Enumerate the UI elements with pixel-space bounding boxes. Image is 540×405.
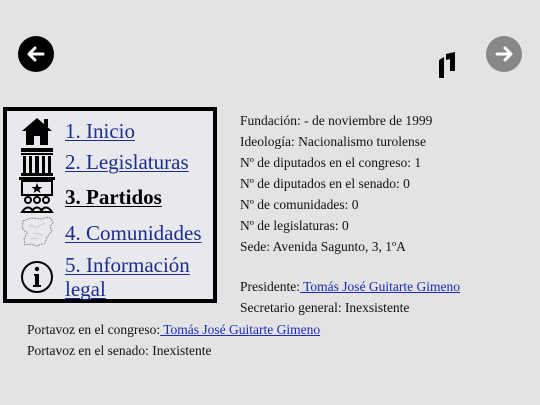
portavoz-senado-text: Portavoz en el senado: Inexistente <box>27 343 212 358</box>
sede-text: Sede: Avenida Sagunto, 3, 1ºA <box>240 239 406 254</box>
menu-item-legislaturas[interactable] <box>19 145 189 181</box>
forward-button[interactable] <box>486 36 522 72</box>
party-details <box>240 110 460 318</box>
menu-label-partidos[interactable]: 3. Partidos <box>65 185 162 209</box>
info-icon <box>19 259 55 295</box>
presidente-row <box>240 276 460 297</box>
arrow-left-icon <box>24 42 48 66</box>
diputados-congreso-text: Nº de diputados en el congreso: 1 <box>240 155 422 170</box>
menu-label-legislaturas[interactable]: 2. Legislaturas <box>65 150 189 174</box>
party-logo-icon <box>437 51 457 79</box>
back-button[interactable] <box>18 36 54 72</box>
portavoz-congreso-row <box>27 319 320 340</box>
portavoz-congreso-label: Portavoz en el congreso: <box>27 322 161 337</box>
ideologia-text: Ideología: Nacionalismo turolense <box>240 134 426 149</box>
diputados-senado-text: Nº de diputados en el senado: 0 <box>240 176 410 191</box>
presidente-label: Presidente: <box>240 279 300 294</box>
menu-item-partidos[interactable] <box>19 179 162 215</box>
portavoces <box>27 319 320 361</box>
fundacion-text: Fundación: - de noviembre de 1999 <box>240 113 433 128</box>
portavoz-congreso-link[interactable]: Tomás José Guitarte Gimeno <box>160 322 321 337</box>
party-people-icon <box>19 179 55 215</box>
legislaturas-count-text: Nº de legislaturas: 0 <box>240 218 349 233</box>
comunidades-count-text: Nº de comunidades: 0 <box>240 197 359 212</box>
parliament-building-icon <box>19 145 55 181</box>
home-icon <box>19 113 55 149</box>
menu-item-inicio[interactable] <box>19 113 135 149</box>
spain-map-icon <box>19 213 55 249</box>
menu-label-inicio[interactable]: 1. Inicio <box>65 119 135 143</box>
secretario-text: Secretario general: Inexsistente <box>240 300 410 315</box>
menu-item-comunidades[interactable] <box>19 213 202 249</box>
menu-label-comunidades[interactable]: 4. Comunidades <box>65 221 202 245</box>
presidente-link[interactable]: Tomás José Guitarte Gimeno <box>300 279 461 294</box>
main-menu <box>3 107 217 303</box>
arrow-right-icon <box>492 42 516 66</box>
menu-label-informacion-legal[interactable]: 5. Información legal <box>65 253 190 301</box>
menu-item-informacion-legal[interactable] <box>19 253 195 301</box>
